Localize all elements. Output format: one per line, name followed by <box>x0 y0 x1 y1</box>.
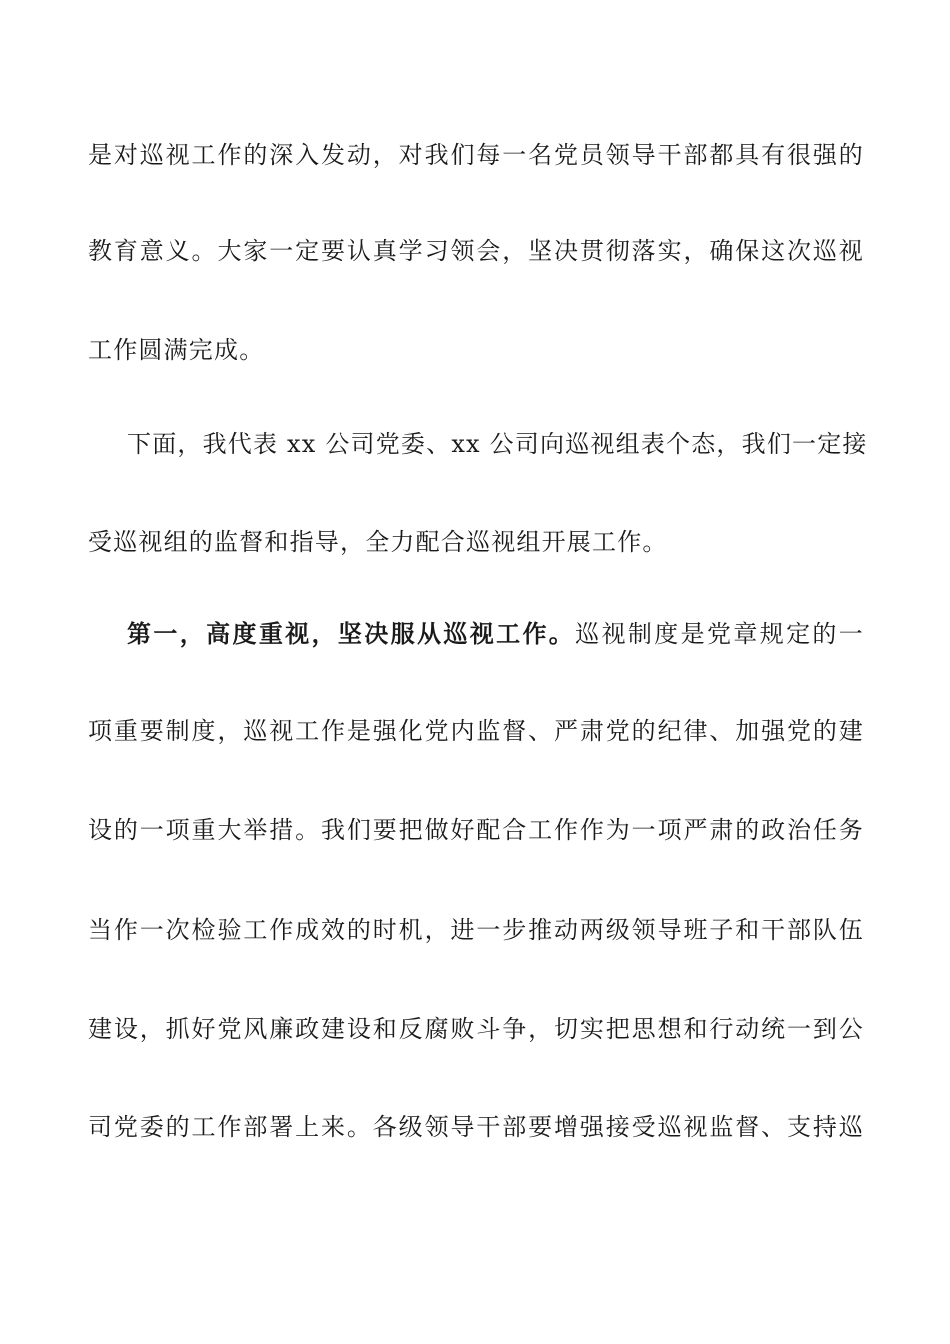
paragraph-3-line-4: 当作一次检验工作成效的时机，进一步推动两级领导班子和干部队伍 <box>88 916 864 944</box>
paragraph-1-line-3: 工作圆满完成。 <box>88 336 265 364</box>
paragraph-3-line-6: 司党委的工作部署上来。各级领导干部要增强接受巡视监督、支持巡 <box>88 1113 864 1141</box>
paragraph-1-line-1: 是对巡视工作的深入发动，对我们每一名党员领导干部都具有很强的 <box>88 141 864 169</box>
paragraph-1-line-2: 教育意义。大家一定要认真学习领会，坚决贯彻落实，确保这次巡视 <box>88 237 864 265</box>
paragraph-3-line-1-rest: 巡视制度是党章规定的一 <box>575 620 864 648</box>
section-heading: 第一，高度重视，坚决服从巡视工作。 <box>127 619 576 648</box>
paragraph-2-line-2: 受巡视组的监督和指导，全力配合巡视组开展工作。 <box>88 528 668 556</box>
paragraph-3-line-1 <box>127 614 864 654</box>
paragraph-3-line-5: 建设，抓好党风廉政建设和反腐败斗争，切实把思想和行动统一到公 <box>88 1015 864 1043</box>
paragraph-3-line-3: 设的一项重大举措。我们要把做好配合工作作为一项严肃的政治任务 <box>88 816 864 844</box>
paragraph-3-line-2: 项重要制度，巡视工作是强化党内监督、严肃党的纪律、加强党的建 <box>88 717 864 745</box>
paragraph-2-line-1: 下面，我代表 xx 公司党委、xx 公司向巡视组表个态，我们一定接 <box>127 430 868 458</box>
